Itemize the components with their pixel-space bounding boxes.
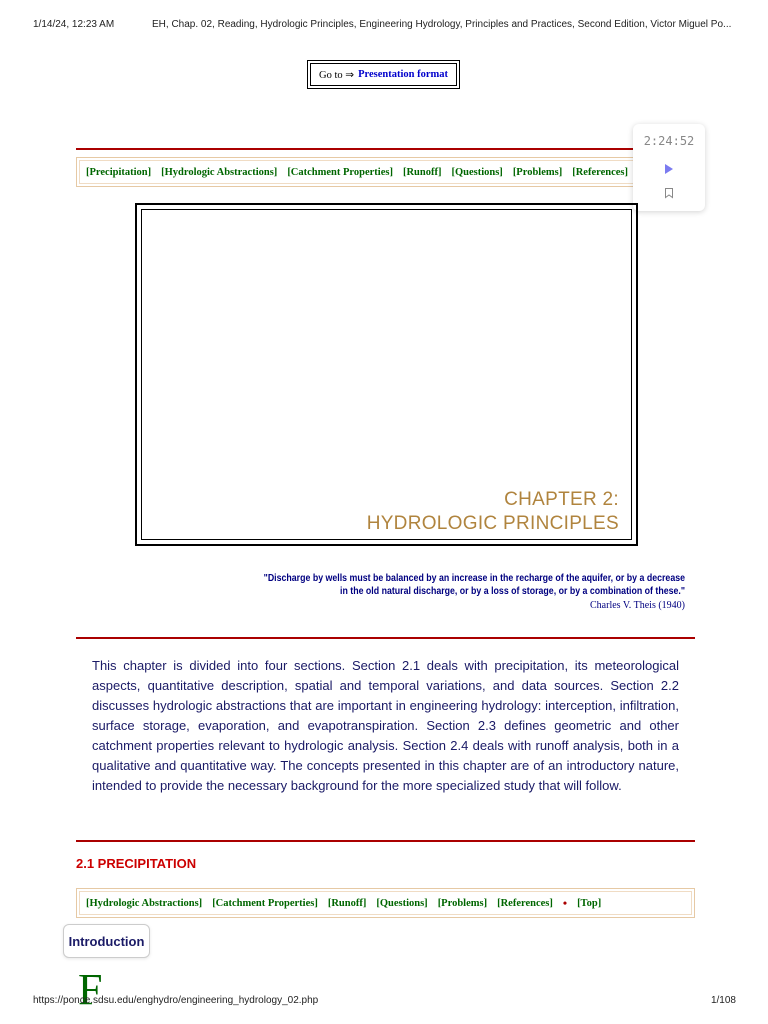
section-nav-runoff-link[interactable]: [Runoff] bbox=[327, 897, 367, 909]
section-nav-inner bbox=[79, 891, 692, 915]
epigraph-author: Charles V. Theis (1940) bbox=[590, 600, 685, 611]
section-nav bbox=[76, 888, 695, 918]
nav-problems-link[interactable]: [Problems] bbox=[512, 166, 563, 178]
nav-catchment-properties-link[interactable]: [Catchment Properties] bbox=[287, 166, 393, 178]
chapter-number: CHAPTER 2: bbox=[504, 489, 619, 510]
nav-references-link[interactable]: [References] bbox=[572, 166, 628, 178]
play-icon[interactable] bbox=[665, 164, 673, 174]
goto-inner bbox=[310, 63, 457, 86]
section-nav-top-link[interactable]: [Top] bbox=[577, 897, 602, 909]
chapter-title: HYDROLOGIC PRINCIPLES bbox=[366, 513, 619, 534]
chapter-title-inner bbox=[141, 209, 632, 540]
chapter-intro-paragraph: This chapter is divided into four sections. Section 2.1 deals with precipitation, its meteorological aspects, quantitative description, spatial and temporal variations, and data sources. Section 2.2 discusses hydrologic abstractions that are important in engineering hydrology: interception, infiltration, surface storage, evaporation, and evapotranspiration. Section 2.3 defines geometric and other catchment properties relevant to hydrologic analysis. Section 2.4 deals with runoff analysis, both in a qualitative and quantitative way. The concepts presented in this chapter are of an introductory nature, intended to provide the necessary background for the more specialized study that will follow. bbox=[92, 658, 679, 793]
nav-precipitation-link[interactable]: [Precipitation] bbox=[86, 166, 152, 178]
section-heading-precipitation: 2.1 PRECIPITATION bbox=[76, 856, 197, 871]
presentation-format-link[interactable]: Presentation format bbox=[358, 69, 448, 80]
goto-box bbox=[307, 60, 460, 89]
nav-hydrologic-abstractions-link[interactable]: [Hydrologic Abstractions] bbox=[161, 166, 278, 178]
divider-top bbox=[76, 148, 695, 150]
print-datetime: 1/14/24, 12:23 AM bbox=[33, 19, 115, 30]
drop-cap-letter: F bbox=[78, 965, 103, 1014]
reading-timer-widget bbox=[633, 124, 705, 211]
section-nav-references-link[interactable]: [References] bbox=[497, 897, 553, 909]
section-nav-questions-link[interactable]: [Questions] bbox=[376, 897, 428, 909]
epigraph-quote: "Discharge by wells must be balanced by an increase in the recharge of the aquifer, or by a decrease in the old natural discharge, or by a loss of storage, or by a combination of these." bbox=[263, 573, 685, 597]
print-page-title: EH, Chap. 02, Reading, Hydrologic Principles, Engineering Hydrology, Principles and Practices, Second Edition, Victor Miguel Po... bbox=[152, 19, 732, 30]
chapter-nav-top bbox=[76, 157, 695, 187]
section-nav-hydrologic-abstractions-link[interactable]: [Hydrologic Abstractions] bbox=[86, 897, 203, 909]
bookmark-icon[interactable] bbox=[665, 188, 673, 198]
chapter-nav-top-inner bbox=[79, 160, 692, 184]
introduction-button[interactable]: Introduction bbox=[63, 924, 150, 958]
goto-prefix: Go to ⇒ bbox=[319, 69, 355, 81]
timer-value: 2:24:52 bbox=[643, 134, 695, 148]
divider-section bbox=[76, 840, 695, 842]
section-nav-problems-link[interactable]: [Problems] bbox=[437, 897, 488, 909]
section-nav-catchment-properties-link[interactable]: [Catchment Properties] bbox=[212, 897, 318, 909]
print-url: https://ponce.sdsu.edu/enghydro/engineering_hydrology_02.php bbox=[33, 995, 319, 1006]
chapter-title-frame bbox=[135, 203, 638, 546]
nav-runoff-link[interactable]: [Runoff] bbox=[402, 166, 442, 178]
bullet-separator: • bbox=[562, 895, 568, 910]
print-page-number: 1/108 bbox=[710, 995, 736, 1006]
divider-intro bbox=[76, 637, 695, 639]
nav-questions-link[interactable]: [Questions] bbox=[451, 166, 503, 178]
